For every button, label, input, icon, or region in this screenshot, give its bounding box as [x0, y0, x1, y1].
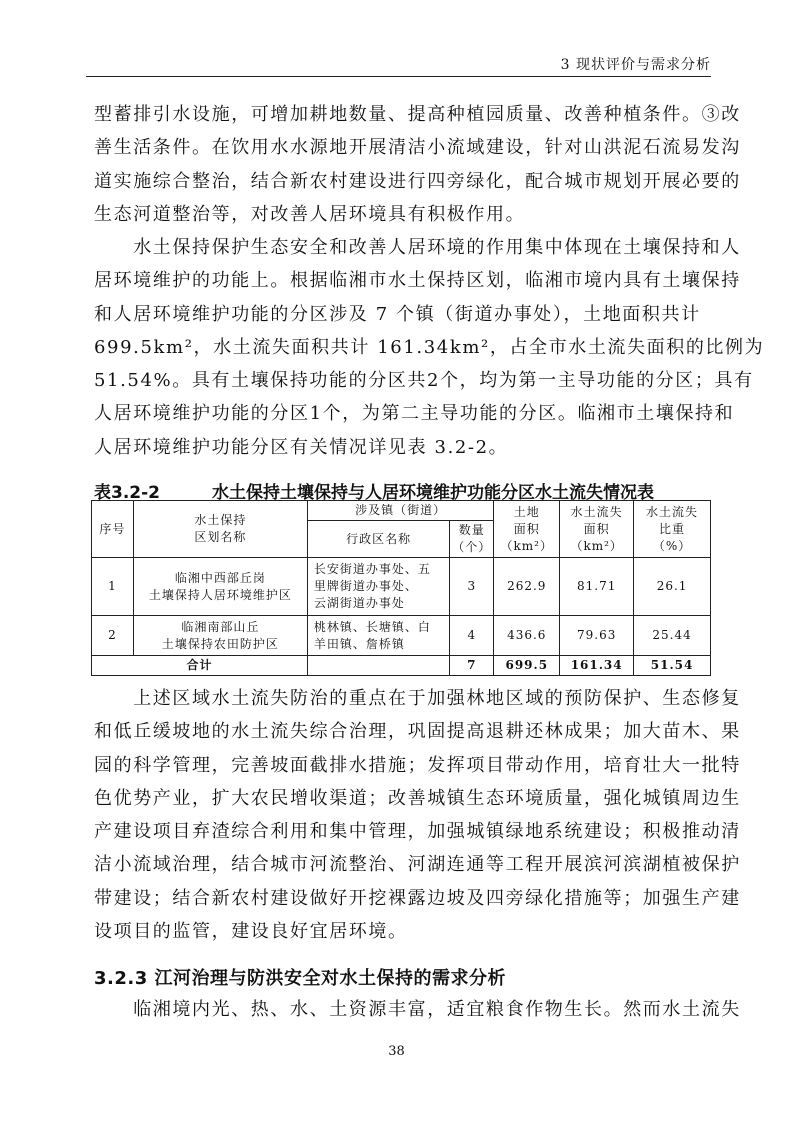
cell-admin-name: 桃林镇、长塘镇、白 羊田镇、詹桥镇: [307, 616, 449, 656]
header-towns-group: 涉及镇（街道）: [307, 501, 493, 521]
cell-ratio: 26.1: [634, 558, 711, 616]
cell-count: 3: [450, 558, 494, 616]
table-header-row: [92, 501, 711, 521]
header-loss-area: 水土流失 面积 （km²）: [560, 501, 634, 558]
text-line: 临湘境内光、热、水、土资源丰富，适宜粮食作物生长。然而水土流失: [94, 999, 741, 1020]
text-line: 699.5km²，水土流失面积共计 161.34km²，占全市水土流失面积的比例为: [94, 336, 765, 358]
header-seq: 序号: [92, 501, 134, 558]
text-line: 生态河道整治等，对改善人居环境具有积极作用。: [94, 203, 526, 225]
total-count: 7: [450, 656, 494, 676]
table-number: 表3.2-2: [94, 483, 160, 503]
cell-land-area: 436.6: [494, 616, 560, 656]
paragraph-4: [94, 993, 741, 1026]
text-line: 设项目的监管，建设良好宜居环境。: [94, 921, 408, 943]
text-line: 和低丘缓坡地的水土流失综合治理，巩固提高退耕还林成果；加大苗木、果: [94, 721, 741, 743]
header-admin-name: 行政区名称: [307, 521, 449, 558]
header-zone-name: 水土保持 区划名称: [133, 501, 307, 558]
text-line: 人居环境维护功能分区有关情况详见表 3.2-2。: [94, 436, 509, 458]
paragraph-2: [94, 231, 765, 464]
cell-loss-area: 81.71: [560, 558, 634, 616]
cell-zone-name: 临湘中西部丘岗 土壤保持人居环境维护区: [133, 558, 307, 616]
text-line: 洁小流域治理，结合城市河流整治、河湖连通等工程开展滨河滨湖植被保护: [94, 854, 741, 876]
cell-ratio: 25.44: [634, 616, 711, 656]
header-land-area: 土地 面积 （km²）: [494, 501, 560, 558]
table-total-row: [92, 656, 711, 676]
total-label: 合计: [92, 656, 308, 676]
cell-loss-area: 79.63: [560, 616, 634, 656]
header-ratio: 水土流失 比重 （%）: [634, 501, 711, 558]
total-admin-empty: [307, 656, 449, 676]
cell-count: 4: [450, 616, 494, 656]
page-number: 38: [388, 1044, 405, 1059]
header-count: 数量 （个）: [450, 521, 494, 558]
soil-loss-table: [91, 500, 711, 676]
table-title: 水土保持土壤保持与人居环境维护功能分区水土流失情况表: [212, 483, 654, 503]
text-line: 道实施综合整治，结合新农村建设进行四旁绿化，配合城市规划开展必要的: [94, 170, 741, 192]
running-title: 3 现状评价与需求分析: [560, 57, 711, 73]
table-row: [92, 558, 711, 616]
total-loss-area: 161.34: [560, 656, 634, 676]
paragraph-3: [94, 682, 741, 948]
text-line: 居环境维护的功能上。根据临湘市水土保持区划，临湘市境内具有土壤保持: [94, 270, 741, 292]
paragraph-1: [94, 98, 741, 231]
text-line: 人居环境维护功能的分区1个，为第二主导功能的分区。临湘市土壤保持和: [94, 403, 735, 425]
table-row: [92, 616, 711, 656]
text-line: 善生活条件。在饮用水水源地开展清洁小流域建设，针对山洪泥石流易发沟: [94, 137, 741, 159]
text-line: 51.54%。具有土壤保持功能的分区共2个，均为第一主导功能的分区；具有: [94, 370, 754, 392]
total-ratio: 51.54: [634, 656, 711, 676]
text-line: 色优势产业，扩大农民增收渠道；改善城镇生态环境质量，强化城镇周边生: [94, 787, 741, 809]
running-header: [86, 54, 711, 77]
cell-admin-name: 长安街道办事处、五 里牌街道办事处、 云湖街道办事处: [307, 558, 449, 616]
text-line: 带建设；结合新农村建设做好开挖裸露边坡及四旁绿化措施等；加强生产建: [94, 887, 741, 909]
text-line: 型蓄排引水设施，可增加耕地数量、提高种植园质量、改善种植条件。③改: [94, 104, 741, 125]
total-land-area: 699.5: [494, 656, 560, 676]
text-line: 产建设项目弃渣综合利用和集中管理，加强城镇绿地系统建设；积极推动清: [94, 821, 741, 843]
text-line: 和人居环境维护功能的分区涉及 7 个镇（街道办事处），土地面积共计: [94, 303, 701, 325]
cell-zone-name: 临湘南部山丘 土壤保持农田防护区: [133, 616, 307, 656]
text-line: 园的科学管理，完善坡面截排水措施；发挥项目带动作用，培育壮大一批特: [94, 754, 741, 776]
cell-seq: 1: [92, 558, 134, 616]
cell-land-area: 262.9: [494, 558, 560, 616]
text-line: 水土保持保护生态安全和改善人居环境的作用集中体现在土壤保持和人: [94, 237, 741, 258]
cell-seq: 2: [92, 616, 134, 656]
section-heading: 3.2.3 江河治理与防洪安全对水土保持的需求分析: [94, 968, 507, 989]
text-line: 上述区域水土流失防治的重点在于加强林地区域的预防保护、生态修复: [94, 688, 741, 709]
